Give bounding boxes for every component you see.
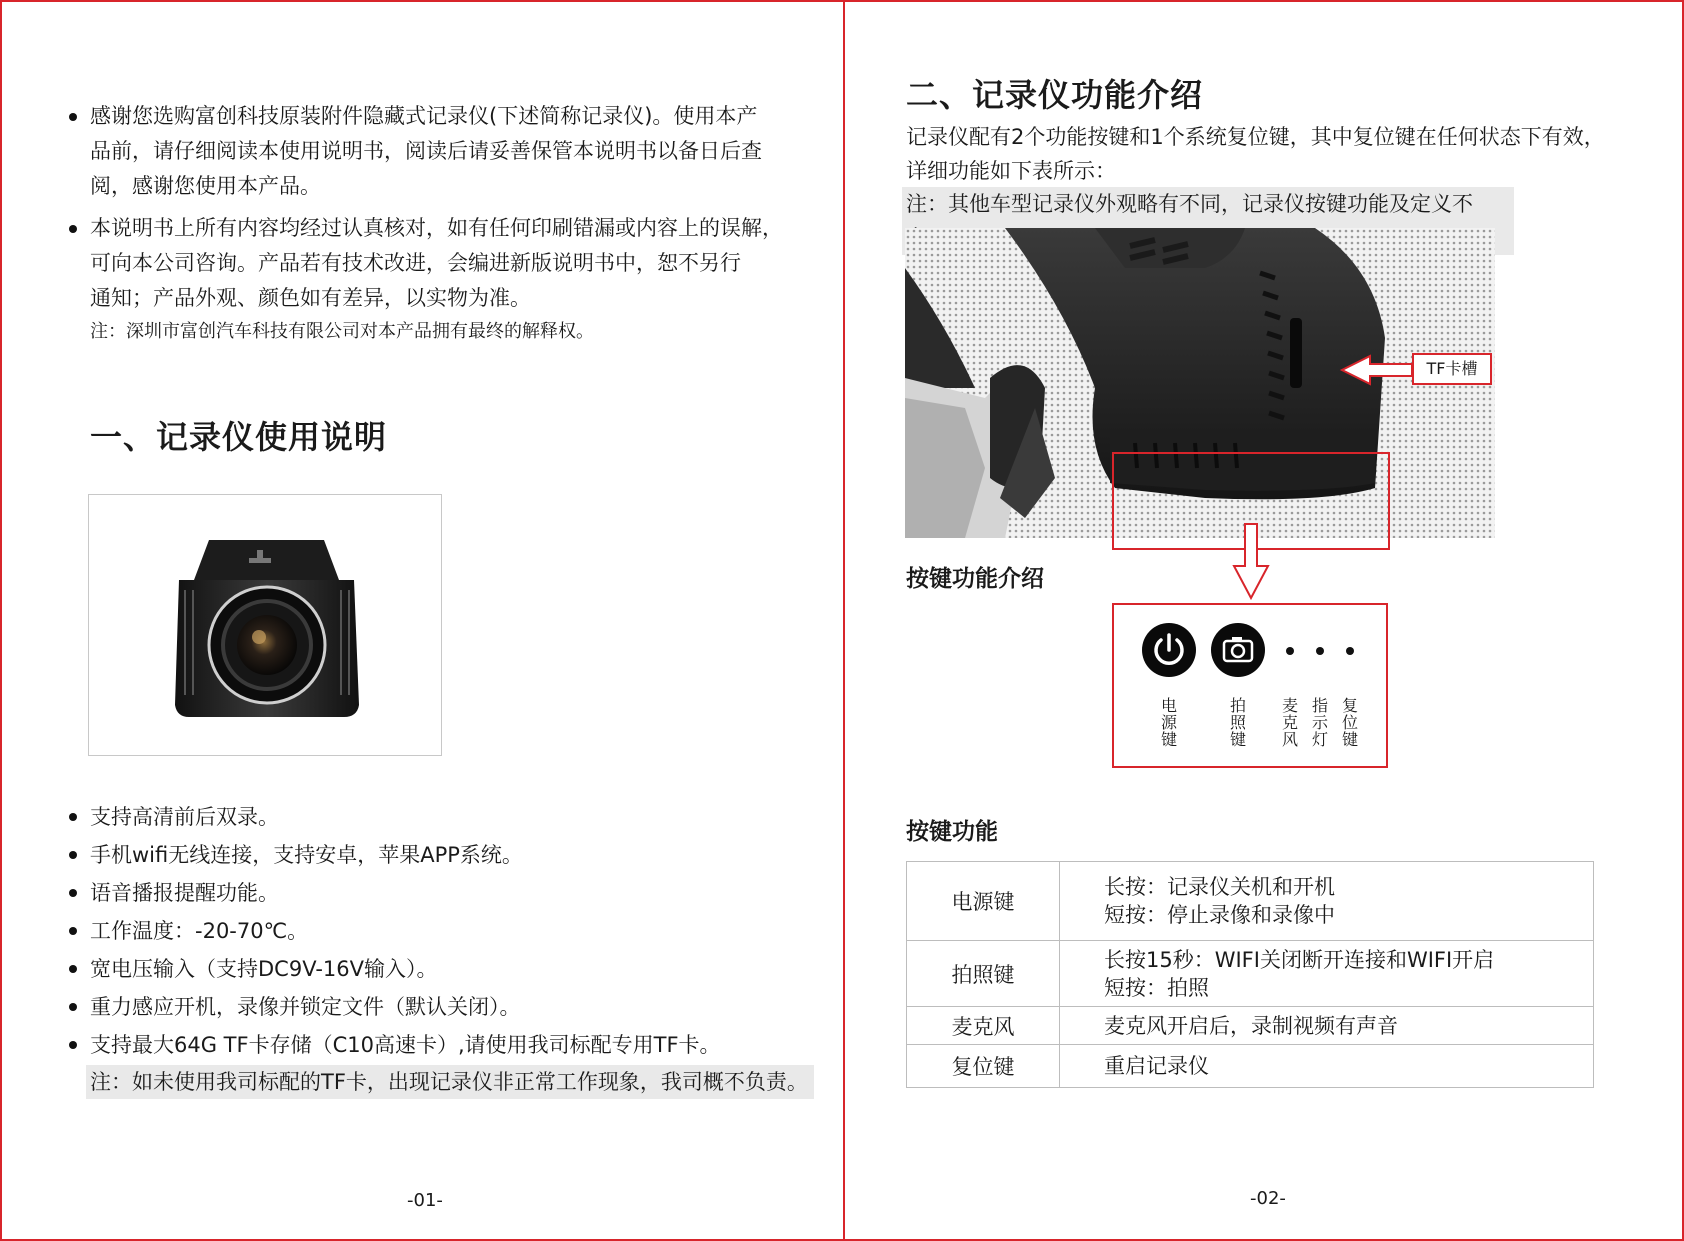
table-value-cell: 麦克风开启后，录制视频有声音 [1060,1007,1594,1045]
power-button-illustration [1142,623,1196,677]
table-row [907,1045,1594,1088]
bullet-dot [69,113,77,121]
feature-item: 重力感应开机，录像并锁定文件（默认关闭）。 [90,989,521,1025]
intro-2-line-3: 通知；产品外观、颜色如有差异，以实物为准。 [90,286,531,310]
bullet-dot [69,889,77,897]
table-key-cell: 麦克风 [907,1007,1060,1045]
description-line-1: 记录仪配有2个功能按键和1个系统复位键，其中复位键在任何状态下有效， [906,125,1605,149]
table-value-cell: 重启记录仪 [1060,1045,1594,1088]
feature-item: 宽电压输入（支持DC9V-16V输入）。 [90,951,438,987]
key-diagram-panel [1112,603,1388,768]
intro-2-line-2: 可向本公司咨询。产品若有技术改进，会编进新版说明书中，恕不另行 [90,251,741,275]
tf-slot-label: TF卡槽 [1412,353,1492,385]
table-row [907,862,1594,941]
intro-1-line-2: 品前，请仔细阅读本使用说明书，阅读后请妥善保管本说明书以备日后查 [90,139,762,163]
reset-hole-icon [1346,647,1354,655]
power-icon [1142,623,1196,677]
keys-function-title: 按键功能 [906,819,998,845]
photo-button-illustration [1211,623,1265,677]
section-title-usage: 一、记录仪使用说明 [90,418,388,456]
intro-1-line-1: 感谢您选购富创科技原装附件隐藏式记录仪(下述简称记录仪)。使用本产 [90,104,758,128]
table-key-cell: 拍照键 [907,941,1060,1007]
reset-key-label: 复位键 [1341,696,1358,749]
dashcam-product-image [89,495,441,755]
intro-paragraph-1 [90,99,762,204]
feature-item: 工作温度：-20-70℃。 [90,913,308,949]
table-key-cell: 电源键 [907,862,1060,941]
bullet-dot [69,813,77,821]
page-number-right: -02- [1250,1188,1286,1209]
table-row [907,941,1594,1007]
feature-item: 支持高清前后双录。 [90,799,279,835]
bullet-dot [69,1003,77,1011]
tf-card-note: 注：如未使用我司标配的TF卡，出现记录仪非正常工作现象，我司概不负责。 [86,1065,814,1099]
power-key-label: 电源键 [1160,696,1177,749]
intro-paragraph-2 [90,211,783,316]
model-note: 注：其他车型记录仪外观略有不同，记录仪按键功能及定义不 [902,187,1514,255]
bullet-dot [69,965,77,973]
page-number-left: -01- [407,1190,443,1211]
intro-1-line-3: 阅，感谢您使用本产品。 [90,174,321,198]
microphone-hole-icon [1286,647,1294,655]
bullet-dot [69,1041,77,1049]
description-line-2: 详细功能如下表所示： [906,159,1116,183]
indicator-label: 指示灯 [1311,696,1328,749]
table-value-cell: 长按：记录仪关机和开机 短按：停止录像和录像中 [1060,862,1594,941]
feature-item: 支持最大64G TF卡存储（C10高速卡）,请使用我司标配专用TF卡。 [90,1027,721,1063]
camera-icon [1211,623,1265,677]
feature-item: 语音播报提醒功能。 [90,875,279,911]
indicator-light-icon [1316,647,1324,655]
mic-label: 麦克风 [1281,696,1298,749]
intro-2-line-1: 本说明书上所有内容均经过认真核对，如有任何印刷错漏或内容上的误解， [90,216,783,240]
function-description [906,120,1605,188]
keys-intro-title: 按键功能介绍 [906,566,1044,592]
intro-note: 注：深圳市富创汽车科技有限公司对本产品拥有最终的解释权。 [90,321,594,342]
table-row [907,1007,1594,1045]
bullet-dot [69,225,77,233]
table-value-cell: 长按15秒：WIFI关闭断开连接和WIFI开启 短按：拍照 [1060,941,1594,1007]
product-image-frame [88,494,442,756]
feature-item: 手机wifi无线连接，支持安卓，苹果APP系统。 [90,837,523,873]
tf-slot-arrow-icon [1338,350,1418,390]
down-arrow-icon [1232,522,1270,600]
section-title-functions: 二、记录仪功能介绍 [906,76,1204,114]
key-function-table [906,861,1594,1088]
table-key-cell: 复位键 [907,1045,1060,1088]
photo-key-label: 拍照键 [1229,696,1246,749]
bullet-dot [69,927,77,935]
bullet-dot [69,851,77,859]
